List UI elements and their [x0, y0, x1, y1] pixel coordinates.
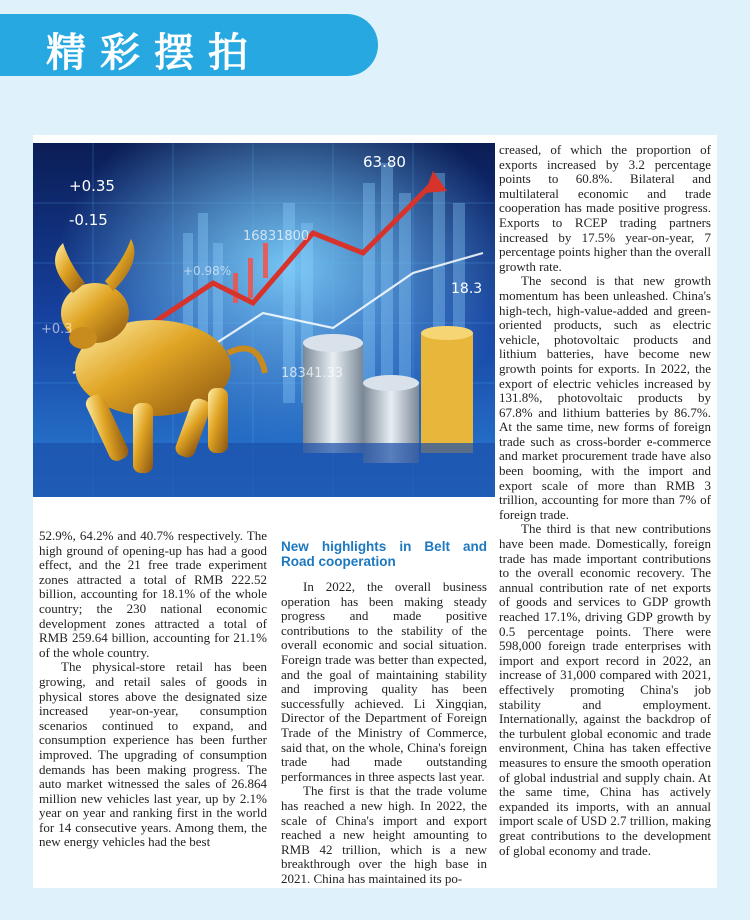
hero-number: 18341.33 — [281, 366, 344, 381]
hero-number: +0.3 — [41, 322, 73, 337]
hero-number: 18.3 — [451, 281, 483, 297]
hero-number: -0.15 — [69, 211, 108, 229]
paragraph: The second is that new growth momentum has been unleashed. China's high-tech, high-value-added and green-oriented products, such as electric vehicle, photovoltaic products and lithium batteries, have become new growth points for exports. In 2022, the export of electric vehicles increased by 131.8%, photovoltaic products by 67.8% and lithium batteries by 86.7%. At the same time, new forms of foreign trade such as cross-border e-commerce and market procurement trade have also been booming, with the import and export scale of more than RMB 3 trillion, accounting for more than 7% of foreign trade. — [499, 273, 711, 522]
paragraph: The first is that the trade volume has reached a new high. In 2022, the scale of China's import and export reached a new height amounting to RMB 42 trillion, which is a new breakthrough over the high base in 2021. China has maintained its po- — [281, 783, 487, 886]
article-column-3 — [499, 143, 711, 858]
article-column-2 — [281, 539, 487, 886]
paragraph: 52.9%, 64.2% and 40.7% respectively. The high ground of opening-up has had a good effect, and the 21 free trade experiment zones attracted a total of RMB 222.52 billion, accounting for 18.1% of the whole country; the 230 national economic development zones attracted a total of RMB 259.64 billion, accounting for 21.1% of the whole country. — [39, 528, 267, 660]
article-column-1 — [39, 529, 267, 850]
section-banner — [0, 14, 378, 76]
paragraph: The physical-store retail has been growing, and retail sales of goods in physical stores above the designated size increased year-on-year, consumption scenarios continued to expand, and consumption experience has been further improved. The upgrading of consumption demands has been making progress. The auto market witnessed the sales of 26.864 million new vehicles last year, up by 2.1% year on year and ranking first in the world for 14 consecutive years. Among them, the new energy vehicles had the best — [39, 659, 267, 850]
section-heading: New highlights in Belt and Road cooperation — [281, 539, 487, 569]
banner-title: 精彩摆拍 — [46, 30, 262, 76]
paragraph: In 2022, the overall business operation has been making steady progress and made positive contributions to the stability of the overall economic and social situation. Foreign trade was better than expected, and the goal of maintaining stability and improving quality has been successfully achieved. Li Xingqian, Director of the Department of Foreign Trade of the Ministry of Commerce, said that, on the whole, China's foreign trade had made outstanding performances in three aspects last year. — [281, 579, 487, 784]
hero-illustration — [33, 143, 495, 497]
hero-number: 16831800 — [243, 229, 310, 244]
paragraph: creased, of which the proportion of exports increased by 3.2 percentage points to 60.8%. Bilateral and multilateral economic and trade cooperation has made positive progress. Exports to RCEP trading partners increased by 17.5% year-on-year, 7 percentage points higher than the overall growth rate. — [499, 142, 711, 274]
hero-number: +0.98% — [183, 264, 232, 278]
hero-image-golden-bull — [33, 143, 495, 497]
paragraph: The third is that new contributions have been made. Domestically, foreign trade has made important contributions to the overall economic recovery. The annual contribution rate of net exports of goods and services to GDP growth reached 17.1%, driving GDP growth by 0.5 percentage points. There were 598,000 foreign trade enterprises with import and export record in 2022, an increase of 31,000 compared with 2021, effectively promoting China's job stability and employment. Internationally, against the backdrop of the turbulent global economic and trade environment, China has taken effective measures to ensure the smooth operation of global industrial and supply chain. At the same time, China has actively expanded its imports, with an annual import scale of USD 2.7 trillion, making great contributions to the development of global economy and trade. — [499, 521, 711, 858]
hero-number: +0.35 — [69, 177, 115, 195]
magazine-page — [33, 135, 717, 888]
hero-number: 63.80 — [363, 153, 406, 171]
